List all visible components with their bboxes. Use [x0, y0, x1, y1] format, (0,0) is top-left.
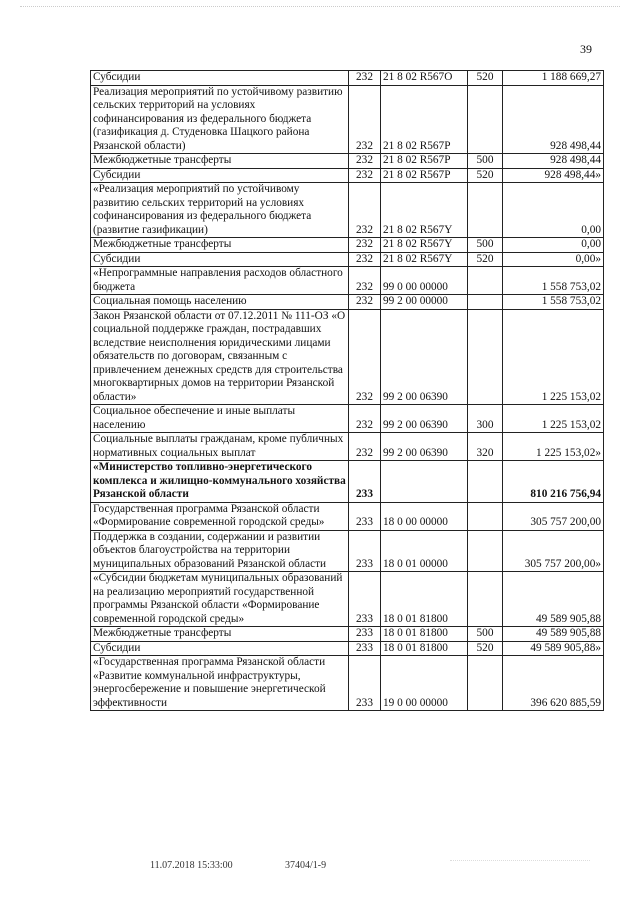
row-csr-cell: 21 8 02 R567Y — [381, 238, 468, 253]
scan-artifact-bottom — [450, 860, 590, 875]
row-vr-cell: 520 — [468, 71, 503, 86]
row-name-cell: Социальная помощь населению — [91, 295, 349, 310]
table-row — [91, 433, 604, 461]
row-name-cell: Государственная программа Рязанской области «Формирование современной городской среды» — [91, 502, 349, 530]
row-code-cell: 232 — [349, 85, 381, 154]
row-code-cell: 232 — [349, 168, 381, 183]
row-name-cell: «Государственная программа Рязанской области «Развитие коммунальной инфраструктуры, энергосбережение и повышение энергетической эффективности — [91, 656, 349, 711]
row-code-cell: 233 — [349, 641, 381, 656]
row-name-cell: Межбюджетные трансферты — [91, 627, 349, 642]
row-name-cell: «Непрограммные направления расходов областного бюджета — [91, 267, 349, 295]
row-sum-cell: 396 620 885,59 — [503, 656, 604, 711]
table-row — [91, 530, 604, 572]
row-name-cell: Социальное обеспечение и иные выплаты населению — [91, 405, 349, 433]
row-vr-cell: 320 — [468, 433, 503, 461]
row-vr-cell: 520 — [468, 641, 503, 656]
row-name-cell: «Министерство топливно-энергетического комплекса и жилищно-коммунального хозяйства Рязанской области — [91, 461, 349, 503]
page-number: 39 — [580, 42, 592, 56]
row-csr-cell: 18 0 01 81800 — [381, 572, 468, 627]
row-code-cell: 232 — [349, 433, 381, 461]
row-code-cell: 233 — [349, 656, 381, 711]
row-vr-cell: 500 — [468, 154, 503, 169]
table-row — [91, 238, 604, 253]
row-name-cell: Субсидии — [91, 168, 349, 183]
row-name-cell: Субсидии — [91, 252, 349, 267]
row-code-cell: 232 — [349, 252, 381, 267]
row-vr-cell — [468, 309, 503, 405]
row-csr-cell: 99 2 00 06390 — [381, 433, 468, 461]
row-code-cell: 232 — [349, 295, 381, 310]
row-vr-cell: 500 — [468, 627, 503, 642]
row-name-cell: «Реализация мероприятий по устойчивому развитию сельских территорий на условиях софинансирования из федерального бюджета (развитие газификации) — [91, 183, 349, 238]
row-sum-cell: 1 225 153,02 — [503, 405, 604, 433]
table-row — [91, 502, 604, 530]
row-sum-cell: 305 757 200,00 — [503, 502, 604, 530]
row-vr-cell: 520 — [468, 252, 503, 267]
row-sum-cell: 1 558 753,02 — [503, 267, 604, 295]
row-name-cell: «Субсидии бюджетам муниципальных образований на реализацию мероприятий государственной программы Рязанской области «Формирование современной городской среды» — [91, 572, 349, 627]
row-sum-cell: 49 589 905,88 — [503, 572, 604, 627]
row-code-cell: 232 — [349, 405, 381, 433]
row-vr-cell — [468, 572, 503, 627]
row-csr-cell: 18 0 00 00000 — [381, 502, 468, 530]
row-vr-cell: 300 — [468, 405, 503, 433]
row-sum-cell: 1 225 153,02 — [503, 309, 604, 405]
row-vr-cell — [468, 295, 503, 310]
footer-doc-number: 37404/1-9 — [285, 860, 327, 871]
table-row — [91, 641, 604, 656]
row-name-cell: Межбюджетные трансферты — [91, 238, 349, 253]
row-sum-cell: 0,00» — [503, 252, 604, 267]
budget-table — [90, 70, 604, 711]
row-code-cell: 232 — [349, 309, 381, 405]
row-csr-cell: 21 8 02 R567O — [381, 71, 468, 86]
table-row — [91, 252, 604, 267]
table-row — [91, 461, 604, 503]
row-csr-cell: 21 8 02 R567P — [381, 168, 468, 183]
row-vr-cell — [468, 502, 503, 530]
row-sum-cell: 0,00 — [503, 238, 604, 253]
table-row — [91, 656, 604, 711]
row-csr-cell: 99 2 00 06390 — [381, 309, 468, 405]
table-row — [91, 168, 604, 183]
row-csr-cell: 21 8 02 R567P — [381, 85, 468, 154]
row-name-cell: Поддержка в создании, содержании и развитии объектов благоустройства на территории муниципальных образований Рязанской области — [91, 530, 349, 572]
row-csr-cell: 21 8 02 R567P — [381, 154, 468, 169]
row-code-cell: 232 — [349, 71, 381, 86]
row-name-cell: Субсидии — [91, 71, 349, 86]
row-sum-cell: 0,00 — [503, 183, 604, 238]
row-csr-cell: 21 8 02 R567Y — [381, 252, 468, 267]
row-sum-cell: 810 216 756,94 — [503, 461, 604, 503]
row-csr-cell: 21 8 02 R567Y — [381, 183, 468, 238]
table-row — [91, 405, 604, 433]
row-name-cell: Реализация мероприятий по устойчивому развитию сельских территорий на условиях софинансирования из федерального бюджета (газификация д. Студеновка Шацкого района Рязанской области) — [91, 85, 349, 154]
row-sum-cell: 49 589 905,88 — [503, 627, 604, 642]
row-vr-cell — [468, 530, 503, 572]
row-name-cell: Закон Рязанской области от 07.12.2011 № 111-ОЗ «О социальной поддержке граждан, пострадавших вследствие неисполнения юридическими лицами обязательств по договорам, связанным с привлечением денежных средств для строительства многоквартирных домов на территории Рязанской области» — [91, 309, 349, 405]
row-code-cell: 233 — [349, 627, 381, 642]
row-name-cell: Субсидии — [91, 641, 349, 656]
row-vr-cell — [468, 183, 503, 238]
row-csr-cell: 99 2 00 00000 — [381, 295, 468, 310]
row-name-cell: Социальные выплаты гражданам, кроме публичных нормативных социальных выплат — [91, 433, 349, 461]
table-row — [91, 71, 604, 86]
row-code-cell: 233 — [349, 461, 381, 503]
row-vr-cell — [468, 267, 503, 295]
table-row — [91, 309, 604, 405]
row-vr-cell: 500 — [468, 238, 503, 253]
table-row — [91, 267, 604, 295]
row-sum-cell: 1 558 753,02 — [503, 295, 604, 310]
row-code-cell: 233 — [349, 572, 381, 627]
row-code-cell: 232 — [349, 183, 381, 238]
row-csr-cell: 18 0 01 81800 — [381, 627, 468, 642]
row-name-cell: Межбюджетные трансферты — [91, 154, 349, 169]
table-row — [91, 295, 604, 310]
row-csr-cell: 99 2 00 06390 — [381, 405, 468, 433]
table-row — [91, 627, 604, 642]
row-vr-cell — [468, 461, 503, 503]
table-row — [91, 154, 604, 169]
row-vr-cell — [468, 85, 503, 154]
table-row — [91, 85, 604, 154]
row-vr-cell — [468, 656, 503, 711]
row-code-cell: 233 — [349, 530, 381, 572]
row-sum-cell: 1 188 669,27 — [503, 71, 604, 86]
row-sum-cell: 1 225 153,02» — [503, 433, 604, 461]
table-row — [91, 183, 604, 238]
footer-timestamp: 11.07.2018 15:33:00 — [150, 860, 233, 871]
row-vr-cell: 520 — [468, 168, 503, 183]
row-csr-cell — [381, 461, 468, 503]
row-csr-cell: 19 0 00 00000 — [381, 656, 468, 711]
row-csr-cell: 18 0 01 00000 — [381, 530, 468, 572]
row-sum-cell: 49 589 905,88» — [503, 641, 604, 656]
row-csr-cell: 18 0 01 81800 — [381, 641, 468, 656]
row-sum-cell: 928 498,44 — [503, 154, 604, 169]
scan-artifact-top — [20, 6, 620, 8]
row-code-cell: 233 — [349, 502, 381, 530]
table-row — [91, 572, 604, 627]
row-code-cell: 232 — [349, 267, 381, 295]
row-sum-cell: 928 498,44 — [503, 85, 604, 154]
row-code-cell: 232 — [349, 154, 381, 169]
row-csr-cell: 99 0 00 00000 — [381, 267, 468, 295]
row-code-cell: 232 — [349, 238, 381, 253]
row-sum-cell: 305 757 200,00» — [503, 530, 604, 572]
row-sum-cell: 928 498,44» — [503, 168, 604, 183]
